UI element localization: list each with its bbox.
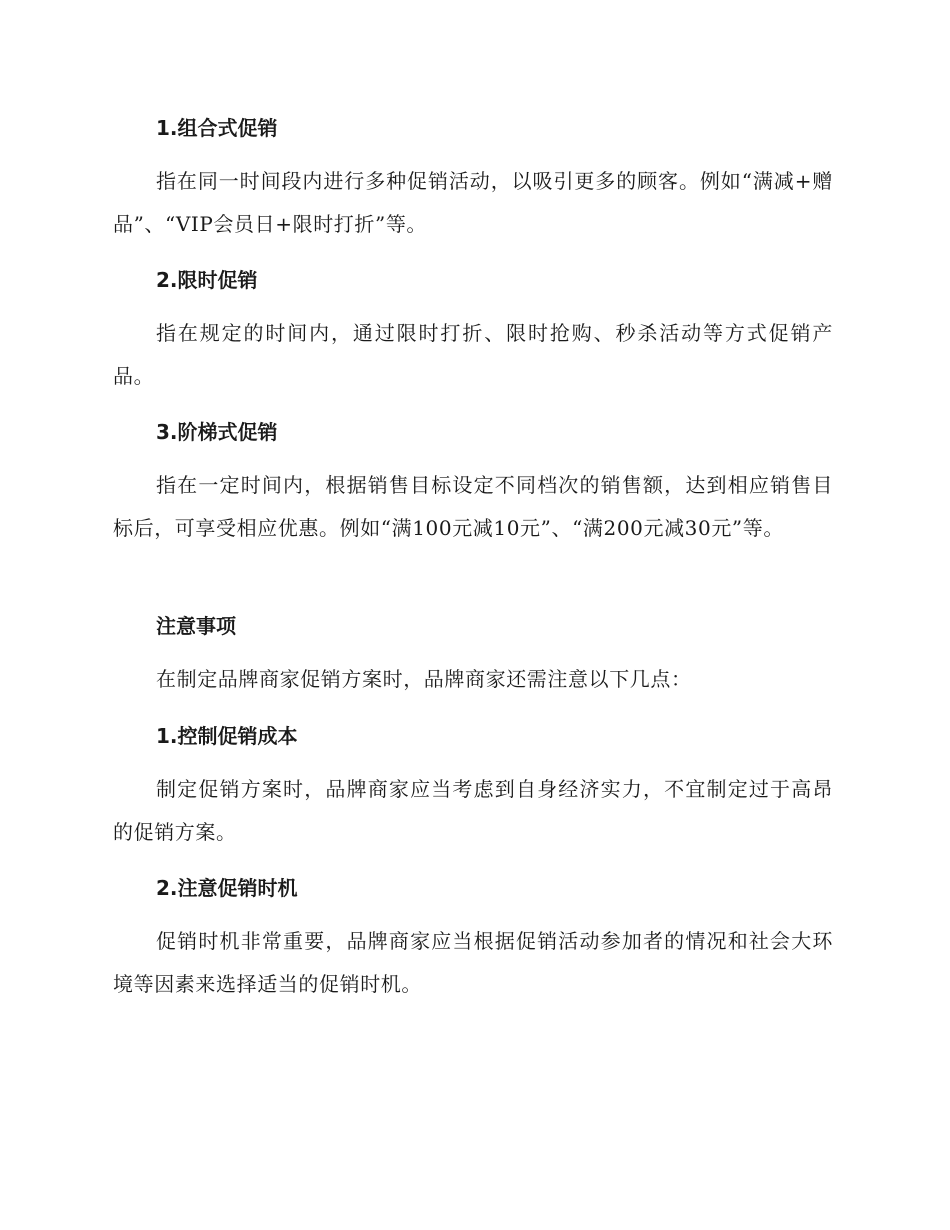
- section-heading-limited-time-promotion: 2.限时促销: [156, 268, 258, 292]
- section-heading-timing: 2.注意促销时机: [156, 876, 298, 900]
- section-paragraph-control-cost: 制定促销方案时，品牌商家应当考虑到自身经济实力，不宜制定过于高昂的促销方案。: [113, 777, 833, 844]
- section-heading-tiered-promotion: 3.阶梯式促销: [156, 420, 278, 444]
- section-paragraph-limited-time-promotion: 指在规定的时间内，通过限时打折、限时抢购、秒杀活动等方式促销产品。: [113, 321, 833, 388]
- section-heading-combined-promotion: 1.组合式促销: [156, 116, 278, 140]
- section-heading-notes: 注意事项: [156, 614, 236, 638]
- section-heading-control-cost: 1.控制促销成本: [156, 724, 298, 748]
- section-paragraph-tiered-promotion: 指在一定时间内，根据销售目标设定不同档次的销售额，达到相应销售目标后，可享受相应优惠。例如“满100元减10元”、“满200元减30元”等。: [113, 473, 833, 540]
- section-paragraph-notes: 在制定品牌商家促销方案时，品牌商家还需注意以下几点：: [156, 667, 692, 691]
- section-paragraph-timing: 促销时机非常重要，品牌商家应当根据促销活动参加者的情况和社会大环境等因素来选择适当的促销时机。: [113, 929, 833, 996]
- section-paragraph-combined-promotion: 指在同一时间段内进行多种促销活动，以吸引更多的顾客。例如“满减+赠品”、“VIP会员日+限时打折”等。: [113, 169, 833, 236]
